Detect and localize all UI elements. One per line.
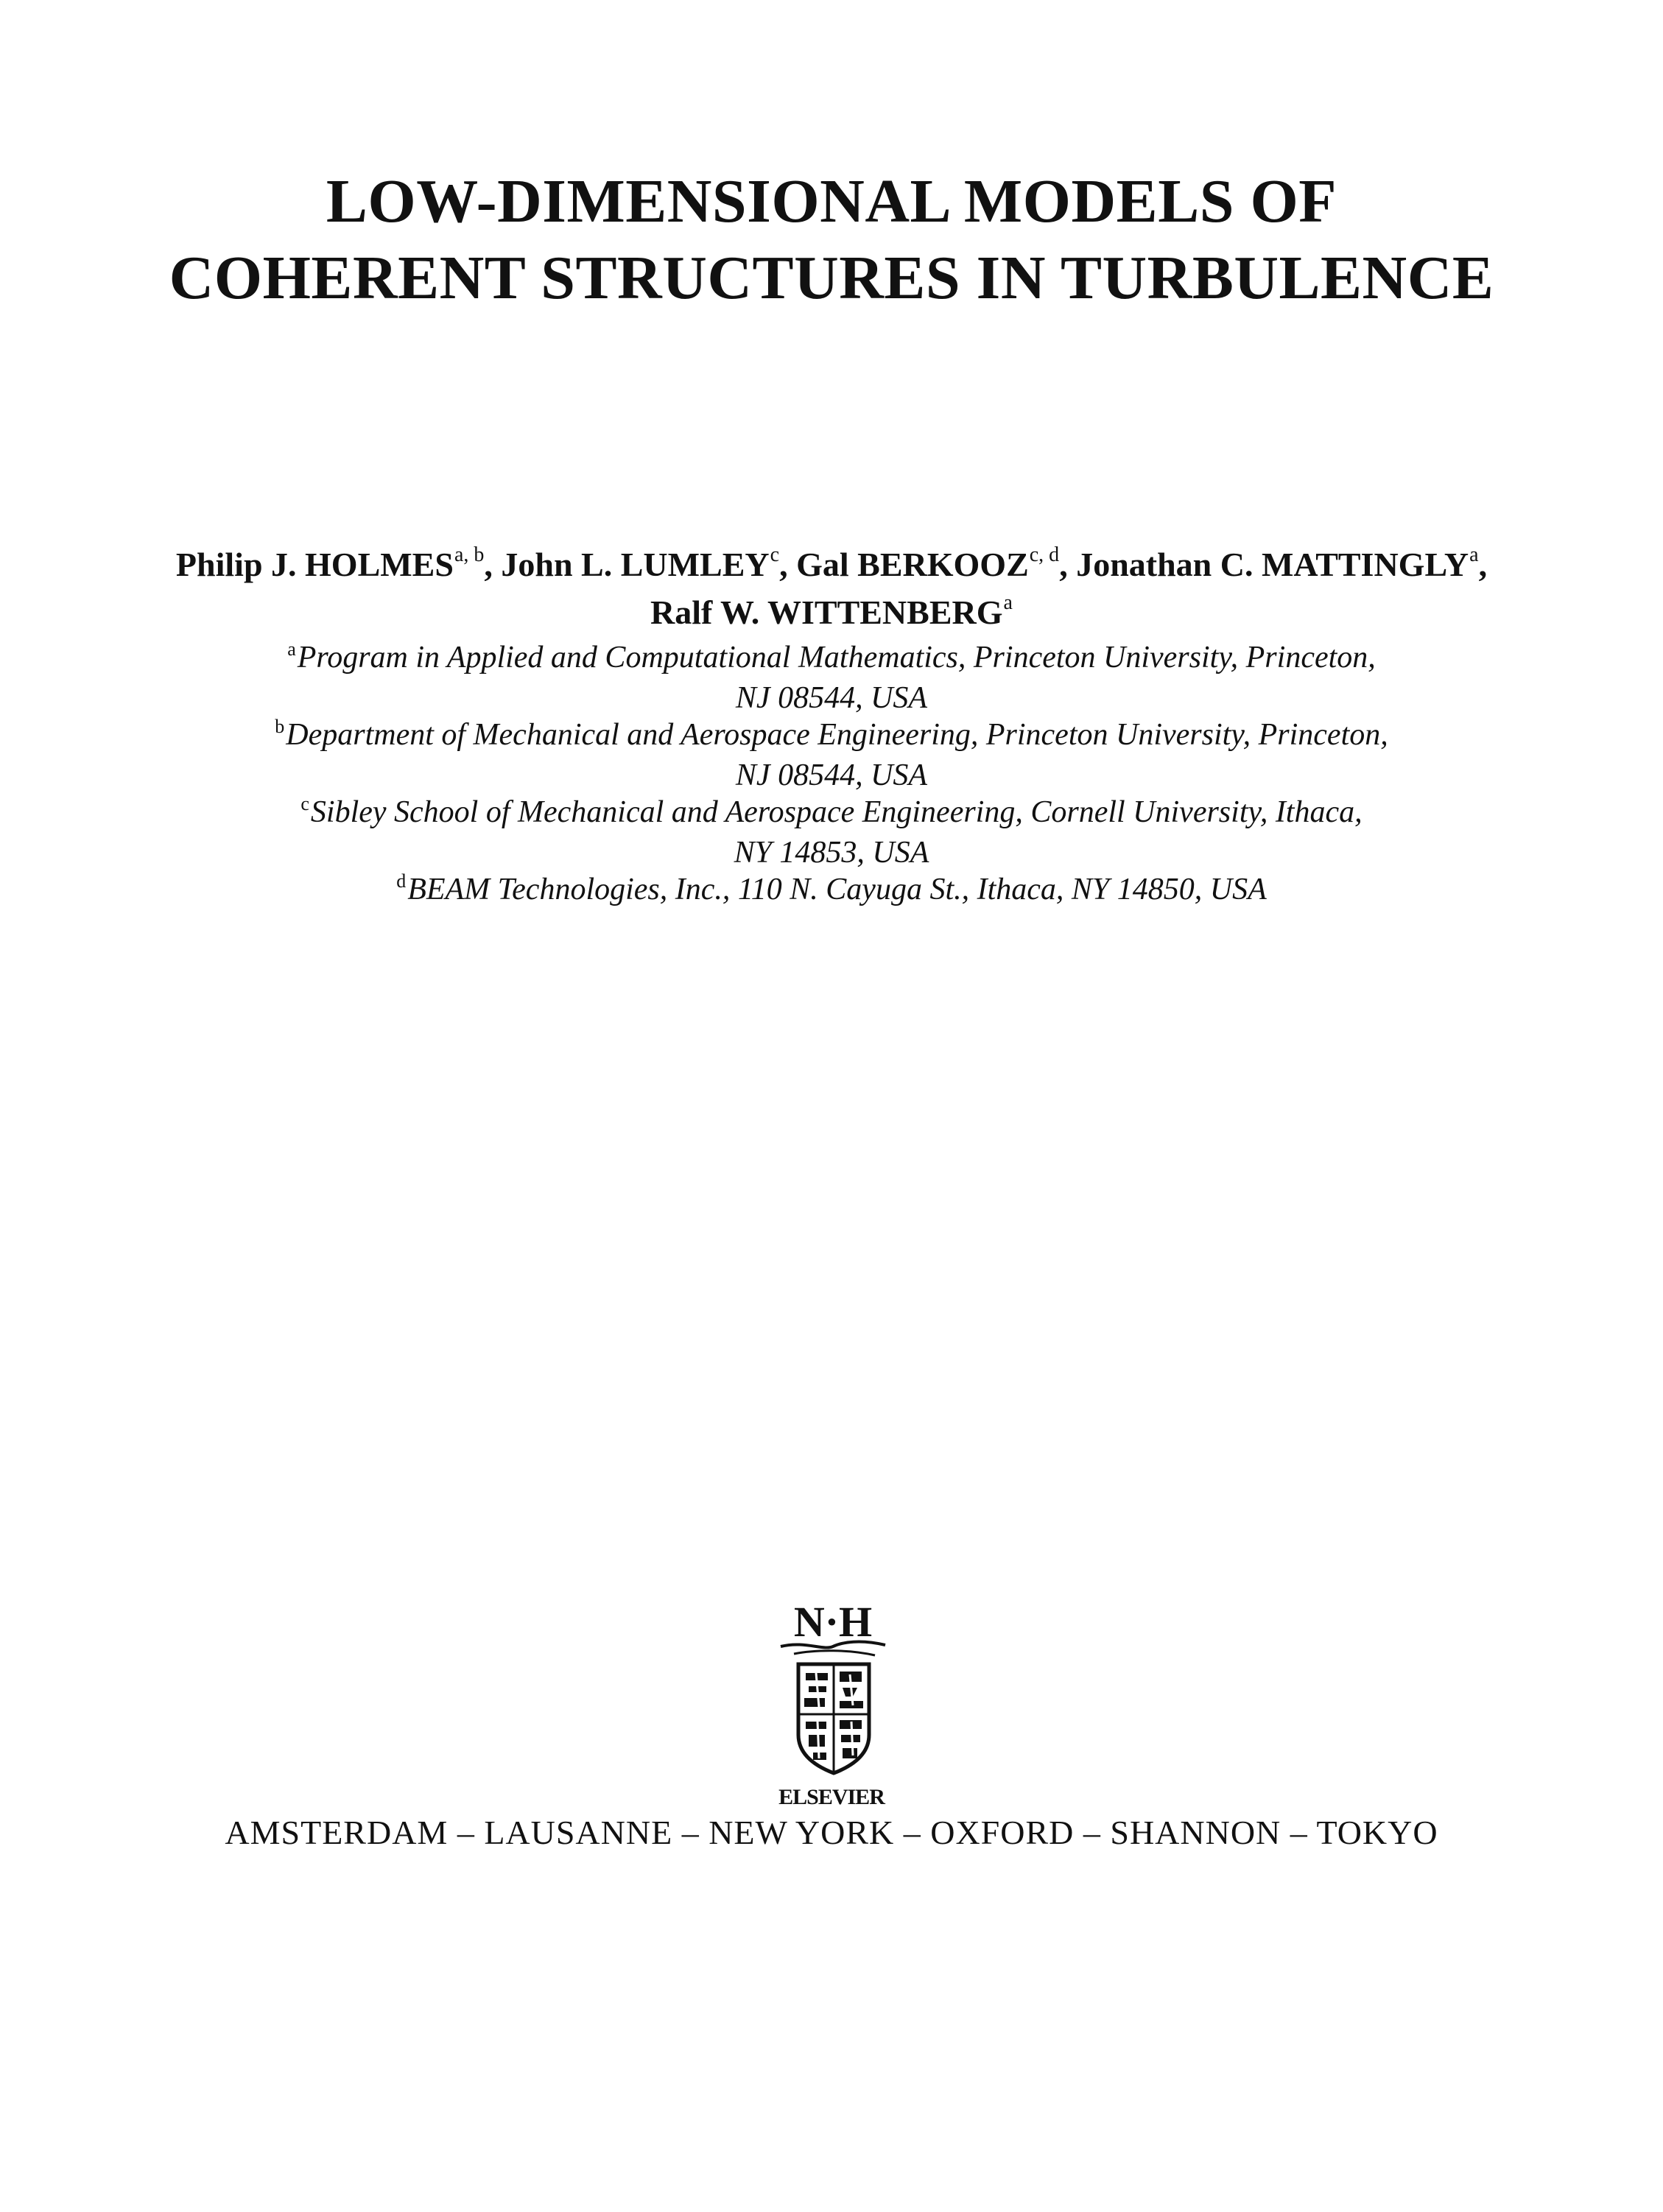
author-name: Philip J. HOLMES <box>175 546 454 583</box>
affiliation-item <box>0 716 1663 794</box>
author-affiliation-mark: a, b <box>454 543 485 566</box>
author-separator: , <box>1059 546 1077 583</box>
author-separator: , <box>779 546 797 583</box>
affiliation-line: NY 14853, USA <box>734 836 929 870</box>
author-affiliation-mark: c <box>770 543 780 566</box>
affiliation-text: BEAM Technologies, Inc., 110 N. Cayuga St., Ithaca, NY 14850, USA <box>407 873 1267 906</box>
author-separator: , <box>484 546 502 583</box>
author-row-1 <box>0 543 1663 591</box>
author-name: Gal BERKOOZ <box>796 546 1029 583</box>
affiliation-item <box>0 871 1663 912</box>
svg-text:N·H: N·H <box>793 1598 873 1646</box>
author-list <box>0 543 1663 639</box>
affiliation-mark: c <box>300 793 309 814</box>
affiliation-item <box>0 794 1663 871</box>
affiliation-mark: d <box>396 870 407 892</box>
publisher-name: ELSEVIER <box>778 1785 885 1809</box>
affiliation-text: Sibley School of Mechanical and Aerospace Engineering, Cornell University, Ithaca, <box>310 795 1363 829</box>
affiliation-line <box>0 639 1663 680</box>
author-row-2 <box>0 591 1663 639</box>
author-affiliation-mark: a <box>1469 543 1479 566</box>
affiliation-line <box>0 871 1663 912</box>
author-name: John L. LUMLEY <box>501 546 770 583</box>
book-title <box>0 163 1663 317</box>
affiliation-line: NJ 08544, USA <box>735 681 928 715</box>
book-title-line-1: LOW-DIMENSIONAL MODELS OF <box>326 167 1337 236</box>
affiliation-line: NJ 08544, USA <box>735 758 928 792</box>
publisher-cities: AMSTERDAM – LAUSANNE – NEW YORK – OXFORD – SHANNON – TOKYO <box>225 1814 1438 1851</box>
affiliation-item <box>0 639 1663 716</box>
affiliation-mark: b <box>275 716 285 737</box>
affiliation-text: Program in Applied and Computational Mathematics, Princeton University, Princeton, <box>297 641 1376 674</box>
author-separator: , <box>1478 546 1488 583</box>
author-affiliation-mark: c, d <box>1029 543 1060 566</box>
affiliation-list <box>0 639 1663 912</box>
affiliation-line <box>0 716 1663 757</box>
elsevier-north-holland-logo-icon <box>764 1596 901 1789</box>
affiliation-mark: a <box>287 638 296 660</box>
author-name: Ralf W. WITTENBERG <box>650 593 1003 631</box>
author-name: Jonathan C. MATTINGLY <box>1076 546 1469 583</box>
author-affiliation-mark: a <box>1003 591 1013 614</box>
book-title-line-2: COHERENT STRUCTURES IN TURBULENCE <box>169 244 1494 312</box>
affiliation-line <box>0 794 1663 834</box>
affiliation-text: Department of Mechanical and Aerospace Engineering, Princeton University, Princeton, <box>286 718 1388 752</box>
